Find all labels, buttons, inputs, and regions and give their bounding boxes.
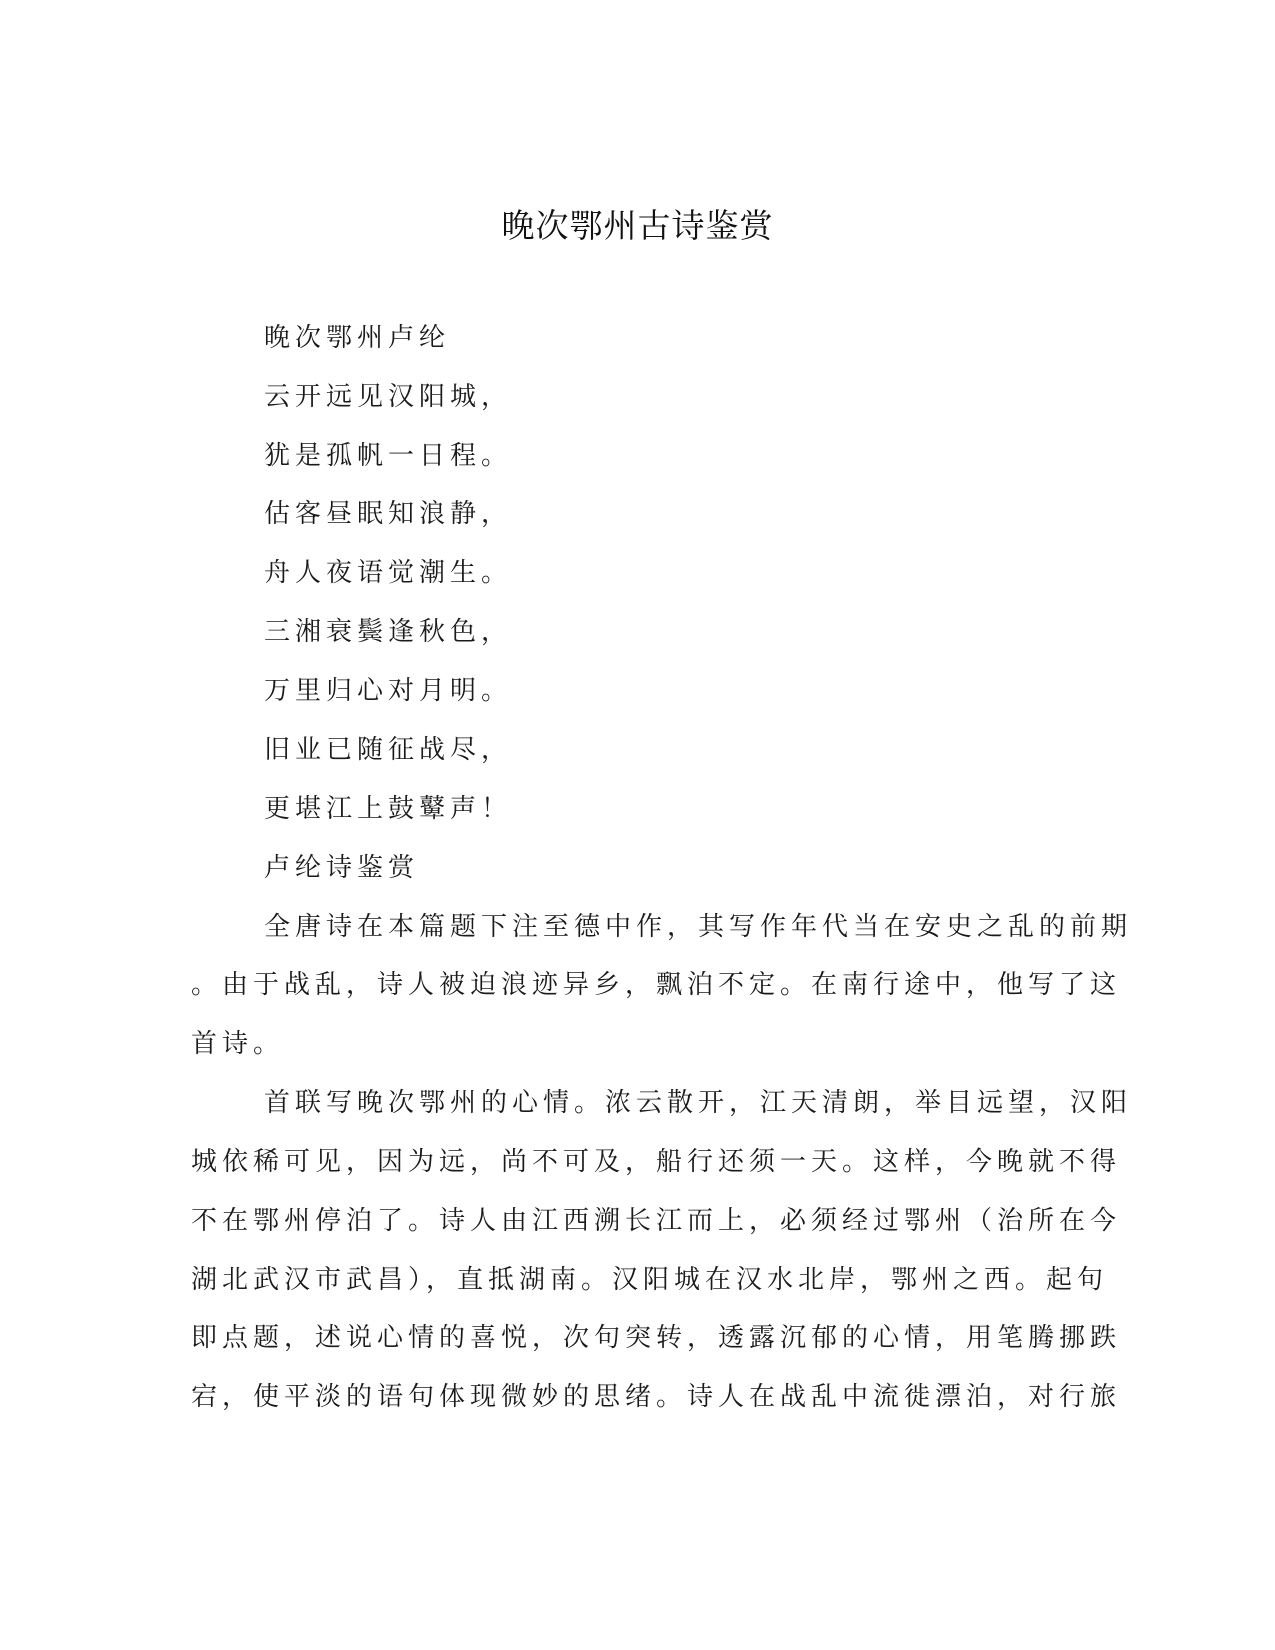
poem-line: 云开远见汉阳城， <box>264 382 513 412</box>
poem-line: 旧业已随征战尽， <box>264 735 513 765</box>
poem-line: 估客昼眠知浪静， <box>264 499 513 529</box>
paragraph-line: 首诗。 <box>191 1029 285 1059</box>
poem-line: 更堪江上鼓鼙声！ <box>264 794 513 824</box>
poem-heading: 晚次鄂州卢纶 <box>264 323 451 353</box>
appreciation-heading: 卢纶诗鉴赏 <box>264 853 420 883</box>
paragraph-line: 首联写晚次鄂州的心情。浓云散开，江天清朗，举目远望，汉阳 <box>264 1088 1133 1118</box>
paragraph-line: 城依稀可见，因为远，尚不可及，船行还须一天。这样，今晚就不得 <box>191 1147 1122 1177</box>
poem-line: 舟人夜语觉潮生。 <box>264 558 513 588</box>
paragraph-line: 宕，使平淡的语句体现微妙的思绪。诗人在战乱中流徙漂泊，对行旅 <box>191 1382 1122 1412</box>
poem-line: 犹是孤帆一日程。 <box>264 441 513 471</box>
paragraph-line: 湖北武汉市武昌），直抵湖南。汉阳城在汉水北岸，鄂州之西。起句 <box>191 1265 1109 1295</box>
document-title: 晚次鄂州古诗鉴赏 <box>501 206 774 245</box>
paragraph-line: 全唐诗在本篇题下注至德中作，其写作年代当在安史之乱的前期 <box>264 912 1133 942</box>
paragraph-line: 不在鄂州停泊了。诗人由江西溯长江而上，必须经过鄂州（治所在今 <box>191 1206 1122 1236</box>
poem-line: 三湘衰鬓逢秋色， <box>264 617 513 647</box>
poem-line: 万里归心对月明。 <box>264 676 513 706</box>
paragraph-line: 。由于战乱，诗人被迫浪迹异乡，飘泊不定。在南行途中，他写了这 <box>191 970 1122 1000</box>
paragraph-line: 即点题，述说心情的喜悦，次句突转，透露沉郁的心情，用笔腾挪跌 <box>191 1323 1122 1353</box>
